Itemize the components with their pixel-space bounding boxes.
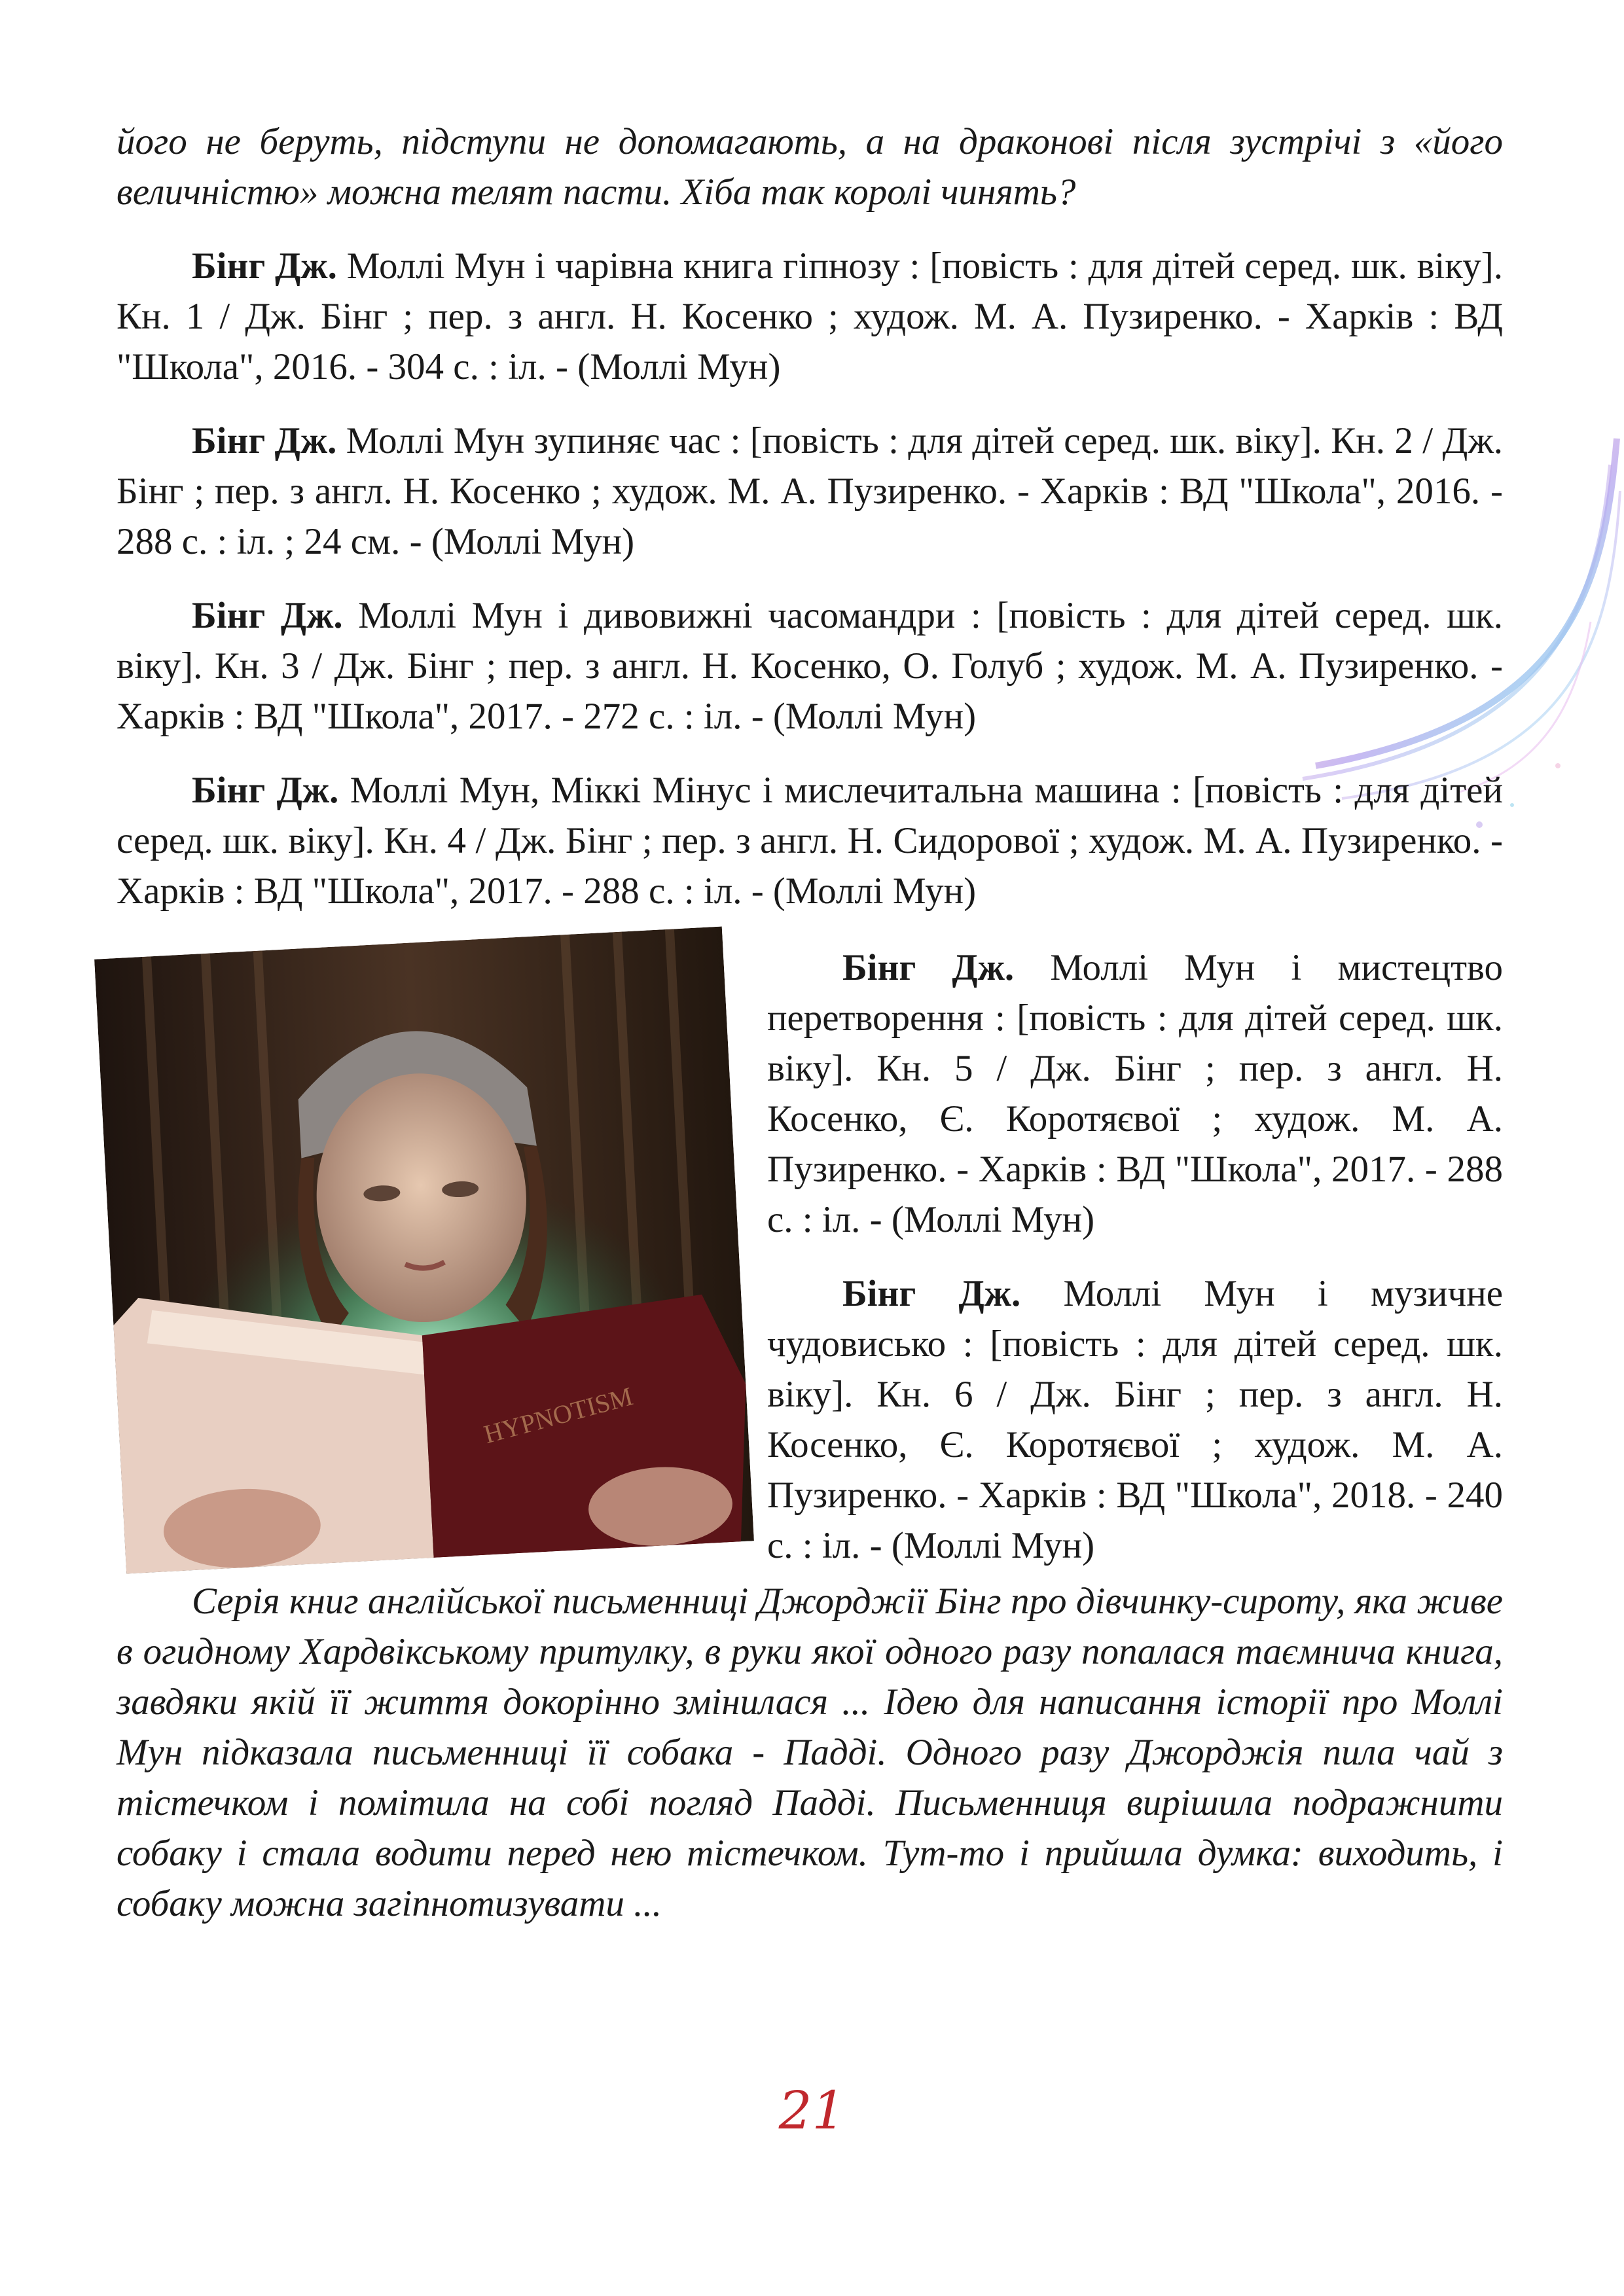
main-content: [117, 117, 1503, 1929]
entry-text: Моллі Мун і чарівна книга гіпнозу : [повість : для дітей серед. шк. віку]. Кн. 1 / Дж. Бінг ; пер. з англ. Н. Косенко ; худож. М. А. Пузиренко. - Харків : ВД "Школа", 2016. - 304 с. : іл. - (Моллі Мун): [117, 245, 1504, 387]
series-summary-paragraph: Серія книг англійської письменниці Джорджії Бінг про дівчинку-сироту, яка живе в огидному Хардвікському притулку, в руки якої одного разу попалася таємнича книга, завдяки якій її життя докорінно змінилася ... Ідею для написання історії про Моллі Мун підказала письменниці її собака - Падді. Одного разу Джорджія пила чай з тістечком і помітила на собі погляд Падді. Письменниця вирішила подражнити собаку і стала водити перед нею тістечком. Тут-то і прийшла думка: виходить, і собаку можна загіпнотизувати ...: [117, 1581, 1503, 1924]
entry-author: Бінг Дж.: [192, 770, 339, 811]
entry-text: Моллі Мун і музичне чудовисько : [повість : для дітей серед. шк. віку]. Кн. 6 / Дж. Бінг ; пер. з англ. Н. Косенко, Є. Коротяєвої ; худож. М. А. Пузиренко. - Харків : ВД "Школа", 2018. - 240 с. : іл. - (Моллі Мун): [767, 1273, 1504, 1566]
bibliography-entry-1: [117, 241, 1503, 392]
entry-author: Бінг Дж.: [192, 595, 343, 636]
entry-author: Бінг Дж.: [842, 947, 1015, 988]
book-cover-title: HYPNOTISM: [480, 1381, 636, 1450]
entry-author: Бінг Дж.: [192, 420, 337, 461]
entry-text: Моллі Мун і мистецтво перетворення : [повість : для дітей серед. шк. віку]. Кн. 5 / Дж. Бінг ; пер. з англ. Н. Косенко, Є. Коротяєвої ; худож. М. А. Пузиренко. - Харків : ВД "Школа", 2017. - 288 с. : іл. - (Моллі Мун): [767, 947, 1504, 1240]
entry-text: Моллі Мун і дивовижні часомандри : [повість : для дітей серед. шк. віку]. Кн. 3 / Дж. Бінг ; пер. з англ. Н. Косенко, О. Голуб ; худож. М. А. Пузиренко. - Харків : ВД "Школа", 2017. - 272 с. : іл. - (Моллі Мун): [117, 595, 1504, 737]
illustrated-section: [117, 942, 1503, 1929]
page-number: 21: [778, 2080, 846, 2141]
entry-text: Моллі Мун зупиняє час : [повість : для дітей серед. шк. віку]. Кн. 2 / Дж. Бінг ; пер. з англ. Н. Косенко ; худож. М. А. Пузиренко. - Харків : ВД "Школа", 2016. - 288 с. : іл. ; 24 см. - (Моллі Мун): [117, 420, 1503, 562]
bibliography-entry-3: [117, 590, 1503, 742]
bibliography-entry-4: [117, 765, 1503, 916]
girl-reading-book-photo: [94, 927, 754, 1574]
entry-author: Бінг Дж.: [842, 1273, 1021, 1314]
bibliography-entry-2: [117, 416, 1503, 567]
intro-paragraph: його не беруть, підступи не допомагають, а на драконові після зустрічі з «його величністю» можна телят пасти. Хіба так королі чинять?: [117, 121, 1503, 213]
entry-text: Моллі Мун, Міккі Мінус і мислечитальна машина : [повість : для дітей серед. шк. віку]. Кн. 4 / Дж. Бінг ; пер. з англ. Н. Сидорової ; худож. М. А. Пузиренко. - Харків : ВД "Школа", 2017. - 288 с. : іл. - (Моллі Мун): [117, 770, 1503, 912]
entry-author: Бінг Дж.: [192, 245, 337, 287]
